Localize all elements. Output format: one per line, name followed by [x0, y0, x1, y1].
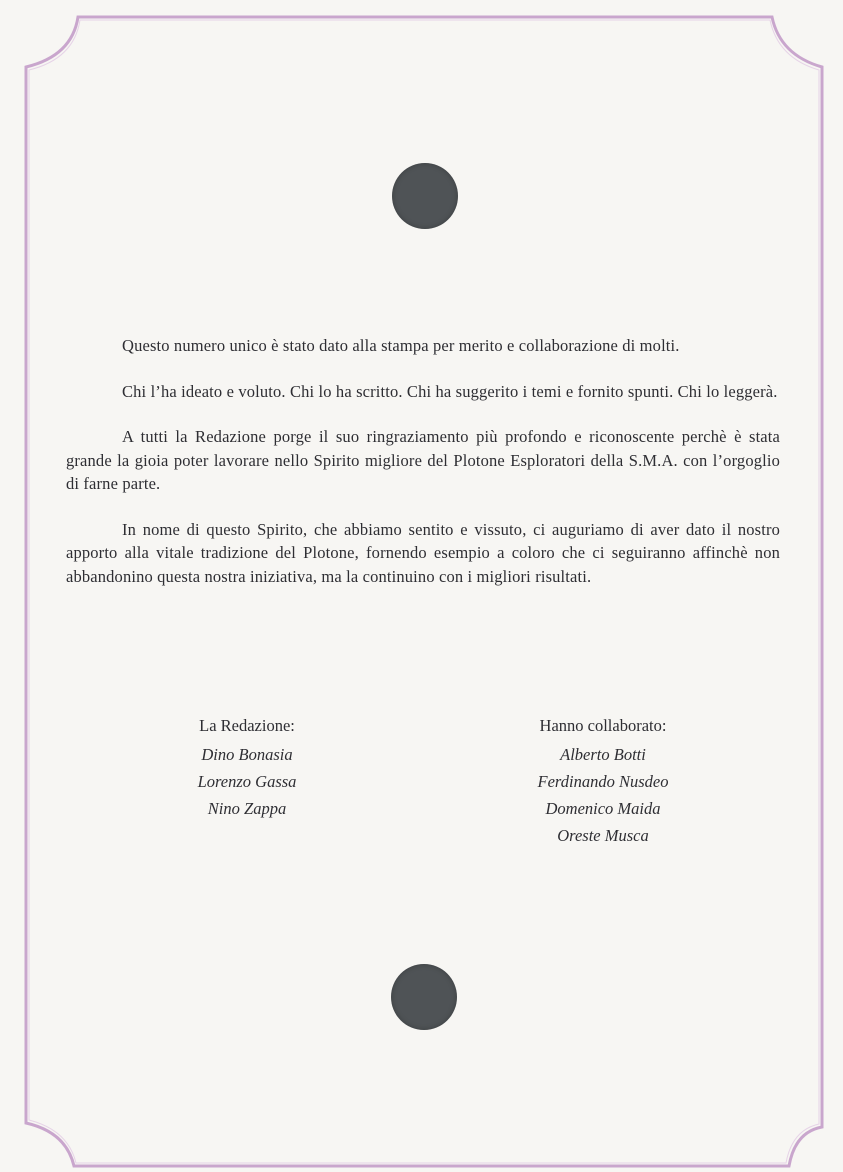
redazione-name: Nino Zappa	[207, 799, 287, 818]
top-ornament-dot	[392, 163, 458, 229]
redazione-names	[150, 741, 344, 822]
collaboratore-name: Ferdinando Nusdeo	[537, 772, 669, 791]
redazione-heading: La Redazione:	[199, 716, 295, 735]
collaboratori-heading: Hanno collaborato:	[539, 716, 667, 735]
paragraph-thanks-intro: Questo numero unico è stato dato alla stampa per merito e collaborazione di molti.	[122, 336, 680, 355]
bottom-ornament-dot	[391, 964, 457, 1030]
redazione-name: Lorenzo Gassa	[197, 772, 297, 791]
paragraph-gratitude: A tutti la Redazione porge il suo ringraziamento più profondo e riconoscente perchè è stata grande la gioia poter lavorare nello Spirito migliore del Plotone Esploratori della S.M.A. con l’orgoglio di farne parte.	[66, 427, 780, 493]
collaboratori-credits	[486, 713, 720, 849]
redazione-credits	[150, 713, 344, 822]
collaboratore-name: Alberto Botti	[560, 745, 646, 764]
collaboratori-names	[486, 741, 720, 849]
redazione-name: Dino Bonasia	[201, 745, 293, 764]
collaboratore-name: Oreste Musca	[557, 826, 649, 845]
collaboratore-name: Domenico Maida	[545, 799, 661, 818]
paragraph-contributors: Chi l’ha ideato e voluto. Chi lo ha scritto. Chi ha suggerito i temi e fornito spunti. Chi lo leggerà.	[122, 381, 778, 401]
paragraph-wishes: In nome di questo Spirito, che abbiamo sentito e vissuto, ci auguriamo di aver dato il nostro apporto alla vitale tradizione del Plotone, fornendo esempio a coloro che ci seguiranno affinchè non abbandonino questa nostra iniziativa, ma la continuino con i migliori risultati.	[66, 519, 780, 586]
body-text	[66, 334, 780, 610]
